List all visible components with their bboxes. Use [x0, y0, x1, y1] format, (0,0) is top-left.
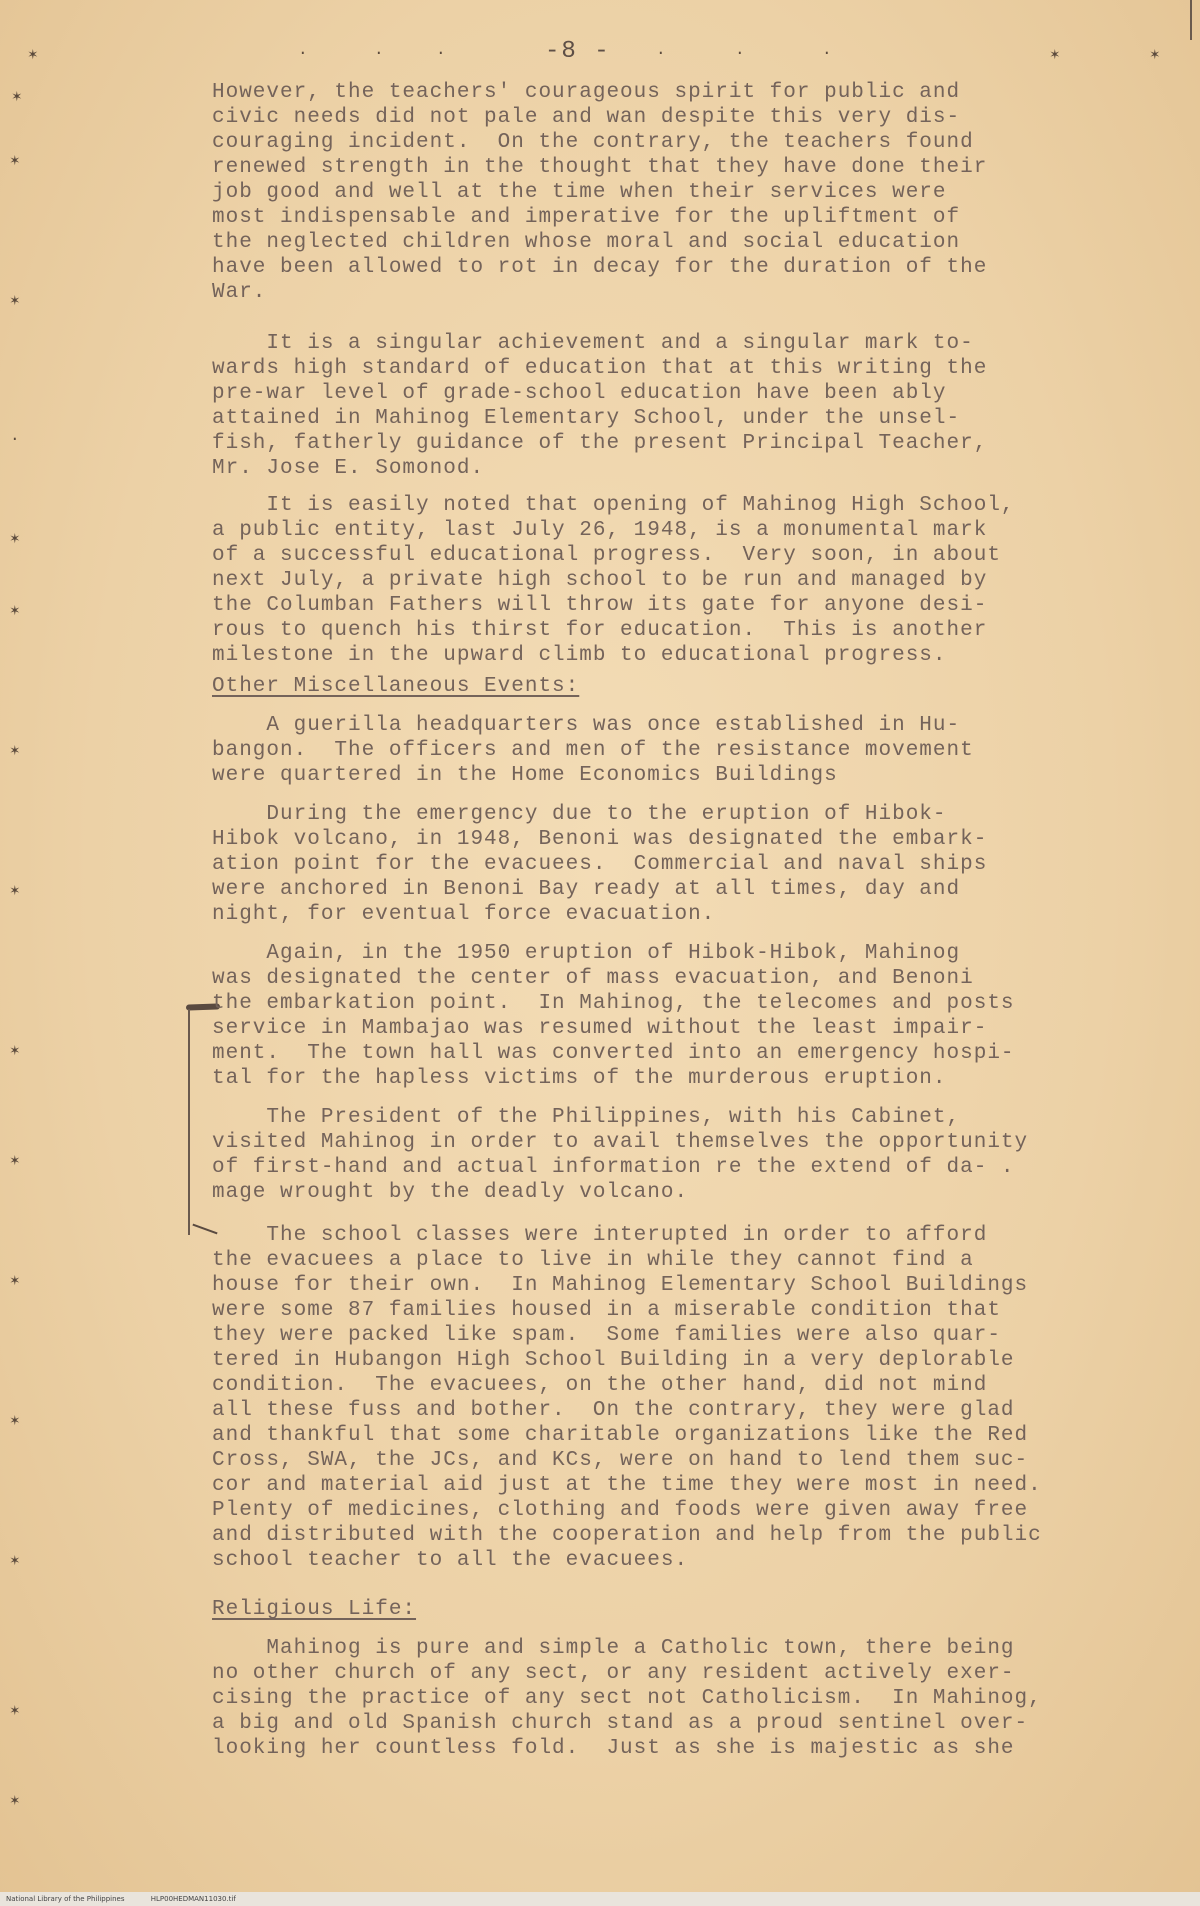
text-line: Mr. Jose E. Somonod. — [212, 457, 485, 480]
paragraph-teachers-spirit — [212, 80, 1132, 305]
text-line: Plenty of medicines, clothing and foods were given away free — [212, 1499, 1029, 1522]
text-line: It is easily noted that opening of Mahinog High School, — [212, 494, 1015, 517]
text-line: house for their own. In Mahinog Elementary School Buildings — [212, 1274, 1029, 1297]
text-line: Hibok volcano, in 1948, Benoni was designated the embark- — [212, 828, 988, 851]
text-line: they were packed like spam. Some families were also quar- — [212, 1324, 1001, 1347]
paragraph-singular-achievement — [212, 331, 1132, 481]
corner-scratch — [1178, 0, 1192, 40]
text-line: condition. The evacuees, on the other hand, did not mind — [212, 1374, 988, 1397]
text-line: rous to quench his thirst for education. This is another — [212, 619, 988, 642]
paragraph-hibok-1950 — [212, 941, 1132, 1091]
text-line: all these fuss and bother. On the contrary, they were glad — [212, 1399, 1015, 1422]
text-line: The President of the Philippines, with his Cabinet, — [212, 1106, 961, 1129]
heading-miscellaneous-events: Other Miscellaneous Events: — [212, 675, 580, 698]
text-line: and thankful that some charitable organizations like the Red — [212, 1424, 1029, 1447]
text-line: Cross, SWA, the JCs, and KCs, were on hand to lend them suc- — [212, 1449, 1029, 1472]
text-line: cising the practice of any sect not Catholicism. In Mahinog, — [212, 1687, 1042, 1710]
text-line: school teacher to all the evacuees. — [212, 1549, 689, 1572]
text-line: tal for the hapless victims of the murderous eruption. — [212, 1067, 947, 1090]
text-line: War. — [212, 281, 267, 304]
text-line: looking her countless fold. Just as she is majestic as she — [212, 1737, 1015, 1760]
text-line: It is a singular achievement and a singular mark to- — [212, 332, 974, 355]
text-line: were quartered in the Home Economics Buildings — [212, 764, 838, 787]
text-line: were some 87 families housed in a miserable condition that — [212, 1299, 1001, 1322]
text-line: pre-war level of grade-school education have been ably — [212, 382, 947, 405]
text-line: fish, fatherly guidance of the present Principal Teacher, — [212, 432, 988, 455]
text-line: night, for eventual force evacuation. — [212, 903, 716, 926]
file-name: HLP00HEDMAN11030.tif — [150, 1895, 236, 1903]
text-line: next July, a private high school to be run and managed by — [212, 569, 988, 592]
text-line: However, the teachers' courageous spirit for public and — [212, 81, 961, 104]
paragraph-school-evacuees — [212, 1223, 1132, 1573]
text-line: milestone in the upward climb to educational progress. — [212, 644, 947, 667]
text-line: renewed strength in the thought that they have done their — [212, 156, 988, 179]
text-line: service in Mambajao was resumed without the least impair- — [212, 1017, 988, 1040]
library-credit: National Library of the Philippines — [6, 1895, 125, 1903]
text-line: a public entity, last July 26, 1948, is a monumental mark — [212, 519, 988, 542]
text-line: Mahinog is pure and simple a Catholic town, there being — [212, 1637, 1015, 1660]
text-line: cor and material aid just at the time they were most in need. — [212, 1474, 1042, 1497]
text-line: bangon. The officers and men of the resistance movement — [212, 739, 974, 762]
paragraph-high-school — [212, 493, 1132, 668]
text-line: have been allowed to rot in decay for the duration of the — [212, 256, 988, 279]
text-line: most indispensable and imperative for the upliftment of — [212, 206, 961, 229]
text-line: attained in Mahinog Elementary School, under the unsel- — [212, 407, 961, 430]
text-line: of first-hand and actual information re the extend of da- . — [212, 1156, 1015, 1179]
text-line: the embarkation point. In Mahinog, the telecomes and posts — [212, 992, 1015, 1015]
text-line: no other church of any sect, or any resident actively exer- — [212, 1662, 1015, 1685]
text-line: wards high standard of education that at this writing the — [212, 357, 988, 380]
paragraph-guerilla — [212, 713, 1132, 788]
paragraph-president-visit — [212, 1105, 1132, 1205]
text-line: couraging incident. On the contrary, the teachers found — [212, 131, 974, 154]
text-line: Again, in the 1950 eruption of Hibok-Hibok, Mahinog — [212, 942, 961, 965]
text-line: The school classes were interupted in order to afford — [212, 1224, 988, 1247]
text-line: ation point for the evacuees. Commercial and naval ships — [212, 853, 988, 876]
document-body — [212, 80, 1132, 1761]
text-line: was designated the center of mass evacuation, and Benoni — [212, 967, 974, 990]
text-line: the evacuees a place to live in while they cannot find a — [212, 1249, 974, 1272]
margin-bracket — [188, 1009, 200, 1235]
text-line: civic needs did not pale and wan despite this very dis- — [212, 106, 961, 129]
text-line: tered in Hubangon High School Building in a very deplorable — [212, 1349, 1015, 1372]
text-line: a big and old Spanish church stand as a proud sentinel over- — [212, 1712, 1029, 1735]
text-line: During the emergency due to the eruption of Hibok- — [212, 803, 947, 826]
text-line: and distributed with the cooperation and help from the public — [212, 1524, 1042, 1547]
text-line: visited Mahinog in order to avail themselves the opportunity — [212, 1131, 1029, 1154]
text-line: were anchored in Benoni Bay ready at all times, day and — [212, 878, 961, 901]
text-line: of a successful educational progress. Very soon, in about — [212, 544, 1001, 567]
text-line: A guerilla headquarters was once established in Hu- — [212, 714, 961, 737]
text-line: ment. The town hall was converted into an emergency hospi- — [212, 1042, 1015, 1065]
paragraph-hibok-1948 — [212, 802, 1132, 927]
scan-footer — [0, 1892, 1200, 1906]
text-line: job good and well at the time when their services were — [212, 181, 947, 204]
text-line: mage wrought by the deadly volcano. — [212, 1181, 689, 1204]
heading-religious-life: Religious Life: — [212, 1598, 417, 1621]
text-line: the Columban Fathers will throw its gate for anyone desi- — [212, 594, 988, 617]
page-number: -8 - — [545, 38, 611, 65]
paragraph-religious-life — [212, 1636, 1132, 1761]
text-line: the neglected children whose moral and social education — [212, 231, 961, 254]
